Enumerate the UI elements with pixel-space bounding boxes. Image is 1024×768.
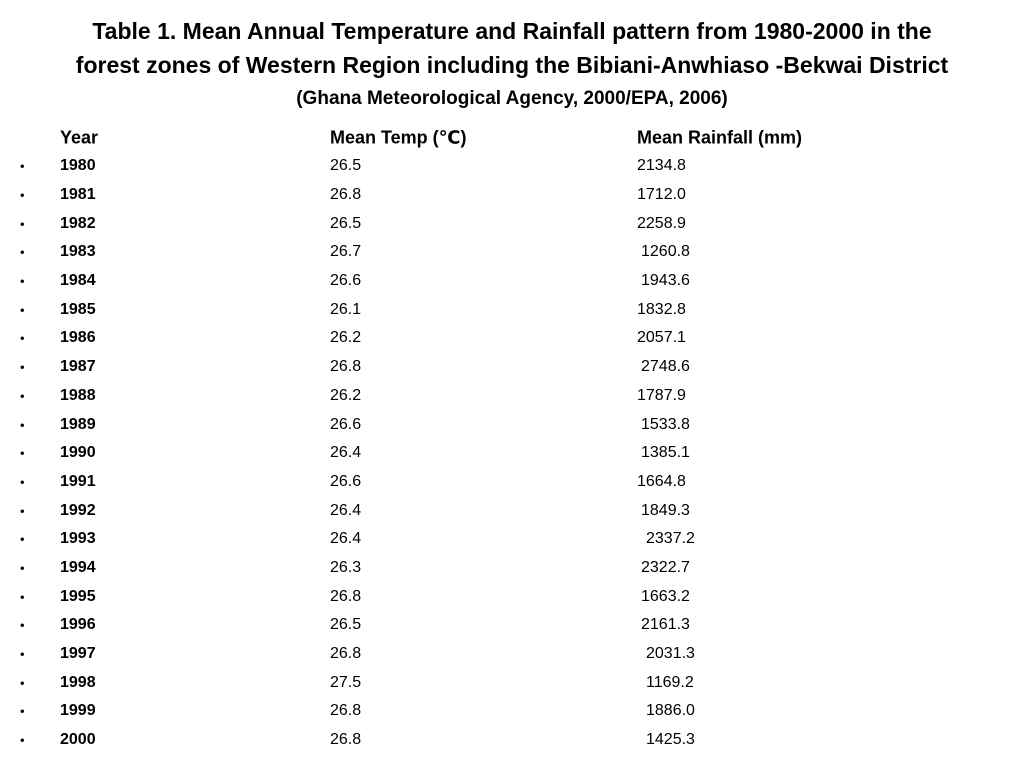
table-row [0,324,1024,353]
cell-temp: 26.4 [330,444,362,462]
cell-year: 1995 [60,587,96,605]
cell-rainfall: 2031.3 [646,645,695,663]
cell-year: 1989 [60,415,96,433]
cell-year: 1993 [60,530,96,548]
table-row [0,152,1024,181]
cell-rainfall: 1832.8 [637,300,686,318]
bullet-icon: • [20,273,25,289]
cell-temp: 26.6 [330,272,362,290]
cell-year: 1983 [60,243,96,261]
cell-rainfall: 1787.9 [637,386,686,404]
cell-rainfall: 1664.8 [637,472,686,490]
cell-year: 1985 [60,300,96,318]
table-row [0,295,1024,324]
bullet-icon: • [20,445,25,461]
cell-year: 1981 [60,186,96,204]
cell-rainfall: 2134.8 [637,157,686,175]
cell-rainfall: 2337.2 [646,530,695,548]
cell-temp: 26.3 [330,558,362,576]
cell-year: 1998 [60,673,96,691]
bullet-icon: • [20,216,25,232]
header-year: Year [60,127,99,147]
cell-temp: 26.8 [330,587,362,605]
cell-year: 1990 [60,444,96,462]
table-row [0,582,1024,611]
table-row [0,238,1024,267]
bullet-icon: • [20,617,25,633]
cell-rainfall: 2161.3 [641,616,690,634]
bullet-icon: • [20,244,25,260]
bullet-icon: • [20,589,25,605]
cell-year: 1982 [60,214,96,232]
cell-rainfall: 1260.8 [641,243,690,261]
bullet-icon: • [20,474,25,490]
cell-rainfall: 1533.8 [641,415,690,433]
bullet-icon: • [20,330,25,346]
bullet-icon: • [20,158,25,174]
bullet-icon: • [20,187,25,203]
cell-year: 1994 [60,558,96,576]
bullet-icon: • [20,388,25,404]
cell-year: 1987 [60,358,96,376]
cell-year: 1991 [60,472,96,490]
cell-rainfall: 1385.1 [641,444,690,462]
table-row [0,726,1024,755]
header-temp: Mean Temp (℃) [330,127,467,147]
bullet-icon: • [20,503,25,519]
bullet-icon: • [20,646,25,662]
table-body [0,152,1024,754]
cell-rainfall: 1169.2 [646,673,694,691]
cell-temp: 26.4 [330,530,362,548]
table-row [0,353,1024,382]
cell-rainfall: 1886.0 [646,702,695,720]
cell-temp: 27.5 [330,673,362,691]
cell-year: 2000 [60,731,96,749]
title-line-1: Table 1. Mean Annual Temperature and Rainfall pattern from 1980-2000 in the [92,18,932,44]
cell-temp: 26.8 [330,186,362,204]
cell-temp: 26.8 [330,702,362,720]
cell-year: 1996 [60,616,96,634]
cell-temp: 26.2 [330,386,362,404]
cell-temp: 26.5 [330,616,362,634]
cell-temp: 26.6 [330,415,362,433]
cell-temp: 26.8 [330,358,362,376]
cell-year: 1997 [60,645,96,663]
table-row [0,640,1024,669]
table-row [0,697,1024,726]
bullet-icon: • [20,732,25,748]
cell-rainfall: 1943.6 [641,272,690,290]
table-row [0,410,1024,439]
cell-rainfall: 1663.2 [641,587,690,605]
cell-temp: 26.2 [330,329,362,347]
table-row [0,181,1024,210]
cell-temp: 26.6 [330,472,362,490]
cell-year: 1980 [60,157,96,175]
cell-rainfall: 1712.0 [637,186,686,204]
bullet-icon: • [20,302,25,318]
bullet-icon: • [20,531,25,547]
cell-year: 1988 [60,386,96,404]
table-row [0,668,1024,697]
table-row [0,439,1024,468]
cell-rainfall: 2322.7 [641,558,690,576]
title-source: (Ghana Meteorological Agency, 2000/EPA, 2006) [296,88,728,109]
table-row [0,611,1024,640]
cell-temp: 26.1 [330,300,362,318]
cell-rainfall: 2258.9 [637,214,686,232]
cell-year: 1984 [60,272,96,290]
bullet-icon: • [20,359,25,375]
table-row [0,468,1024,497]
table-row [0,554,1024,583]
bullet-icon: • [20,703,25,719]
cell-temp: 26.8 [330,731,362,749]
bullet-icon: • [20,417,25,433]
cell-temp: 26.7 [330,243,362,261]
table-row [0,525,1024,554]
cell-temp: 26.8 [330,645,362,663]
table-row [0,267,1024,296]
cell-year: 1999 [60,702,96,720]
cell-temp: 26.4 [330,501,362,519]
cell-temp: 26.5 [330,214,362,232]
table-header [0,123,1024,152]
title-line-2: forest zones of Western Region including the Bibiani-Anwhiaso -Bekwai District [75,52,949,78]
table-row [0,382,1024,411]
cell-rainfall: 2057.1 [637,329,686,347]
table-row [0,496,1024,525]
header-rainfall: Mean Rainfall (mm) [637,127,803,147]
cell-year: 1992 [60,501,96,519]
cell-year: 1986 [60,329,96,347]
table-row [0,209,1024,238]
cell-rainfall: 2748.6 [641,358,690,376]
page-title [20,14,1004,116]
bullet-icon: • [20,560,25,576]
cell-rainfall: 1425.3 [646,731,695,749]
data-table [0,123,1024,754]
cell-temp: 26.5 [330,157,362,175]
cell-rainfall: 1849.3 [641,501,690,519]
bullet-icon: • [20,675,25,691]
